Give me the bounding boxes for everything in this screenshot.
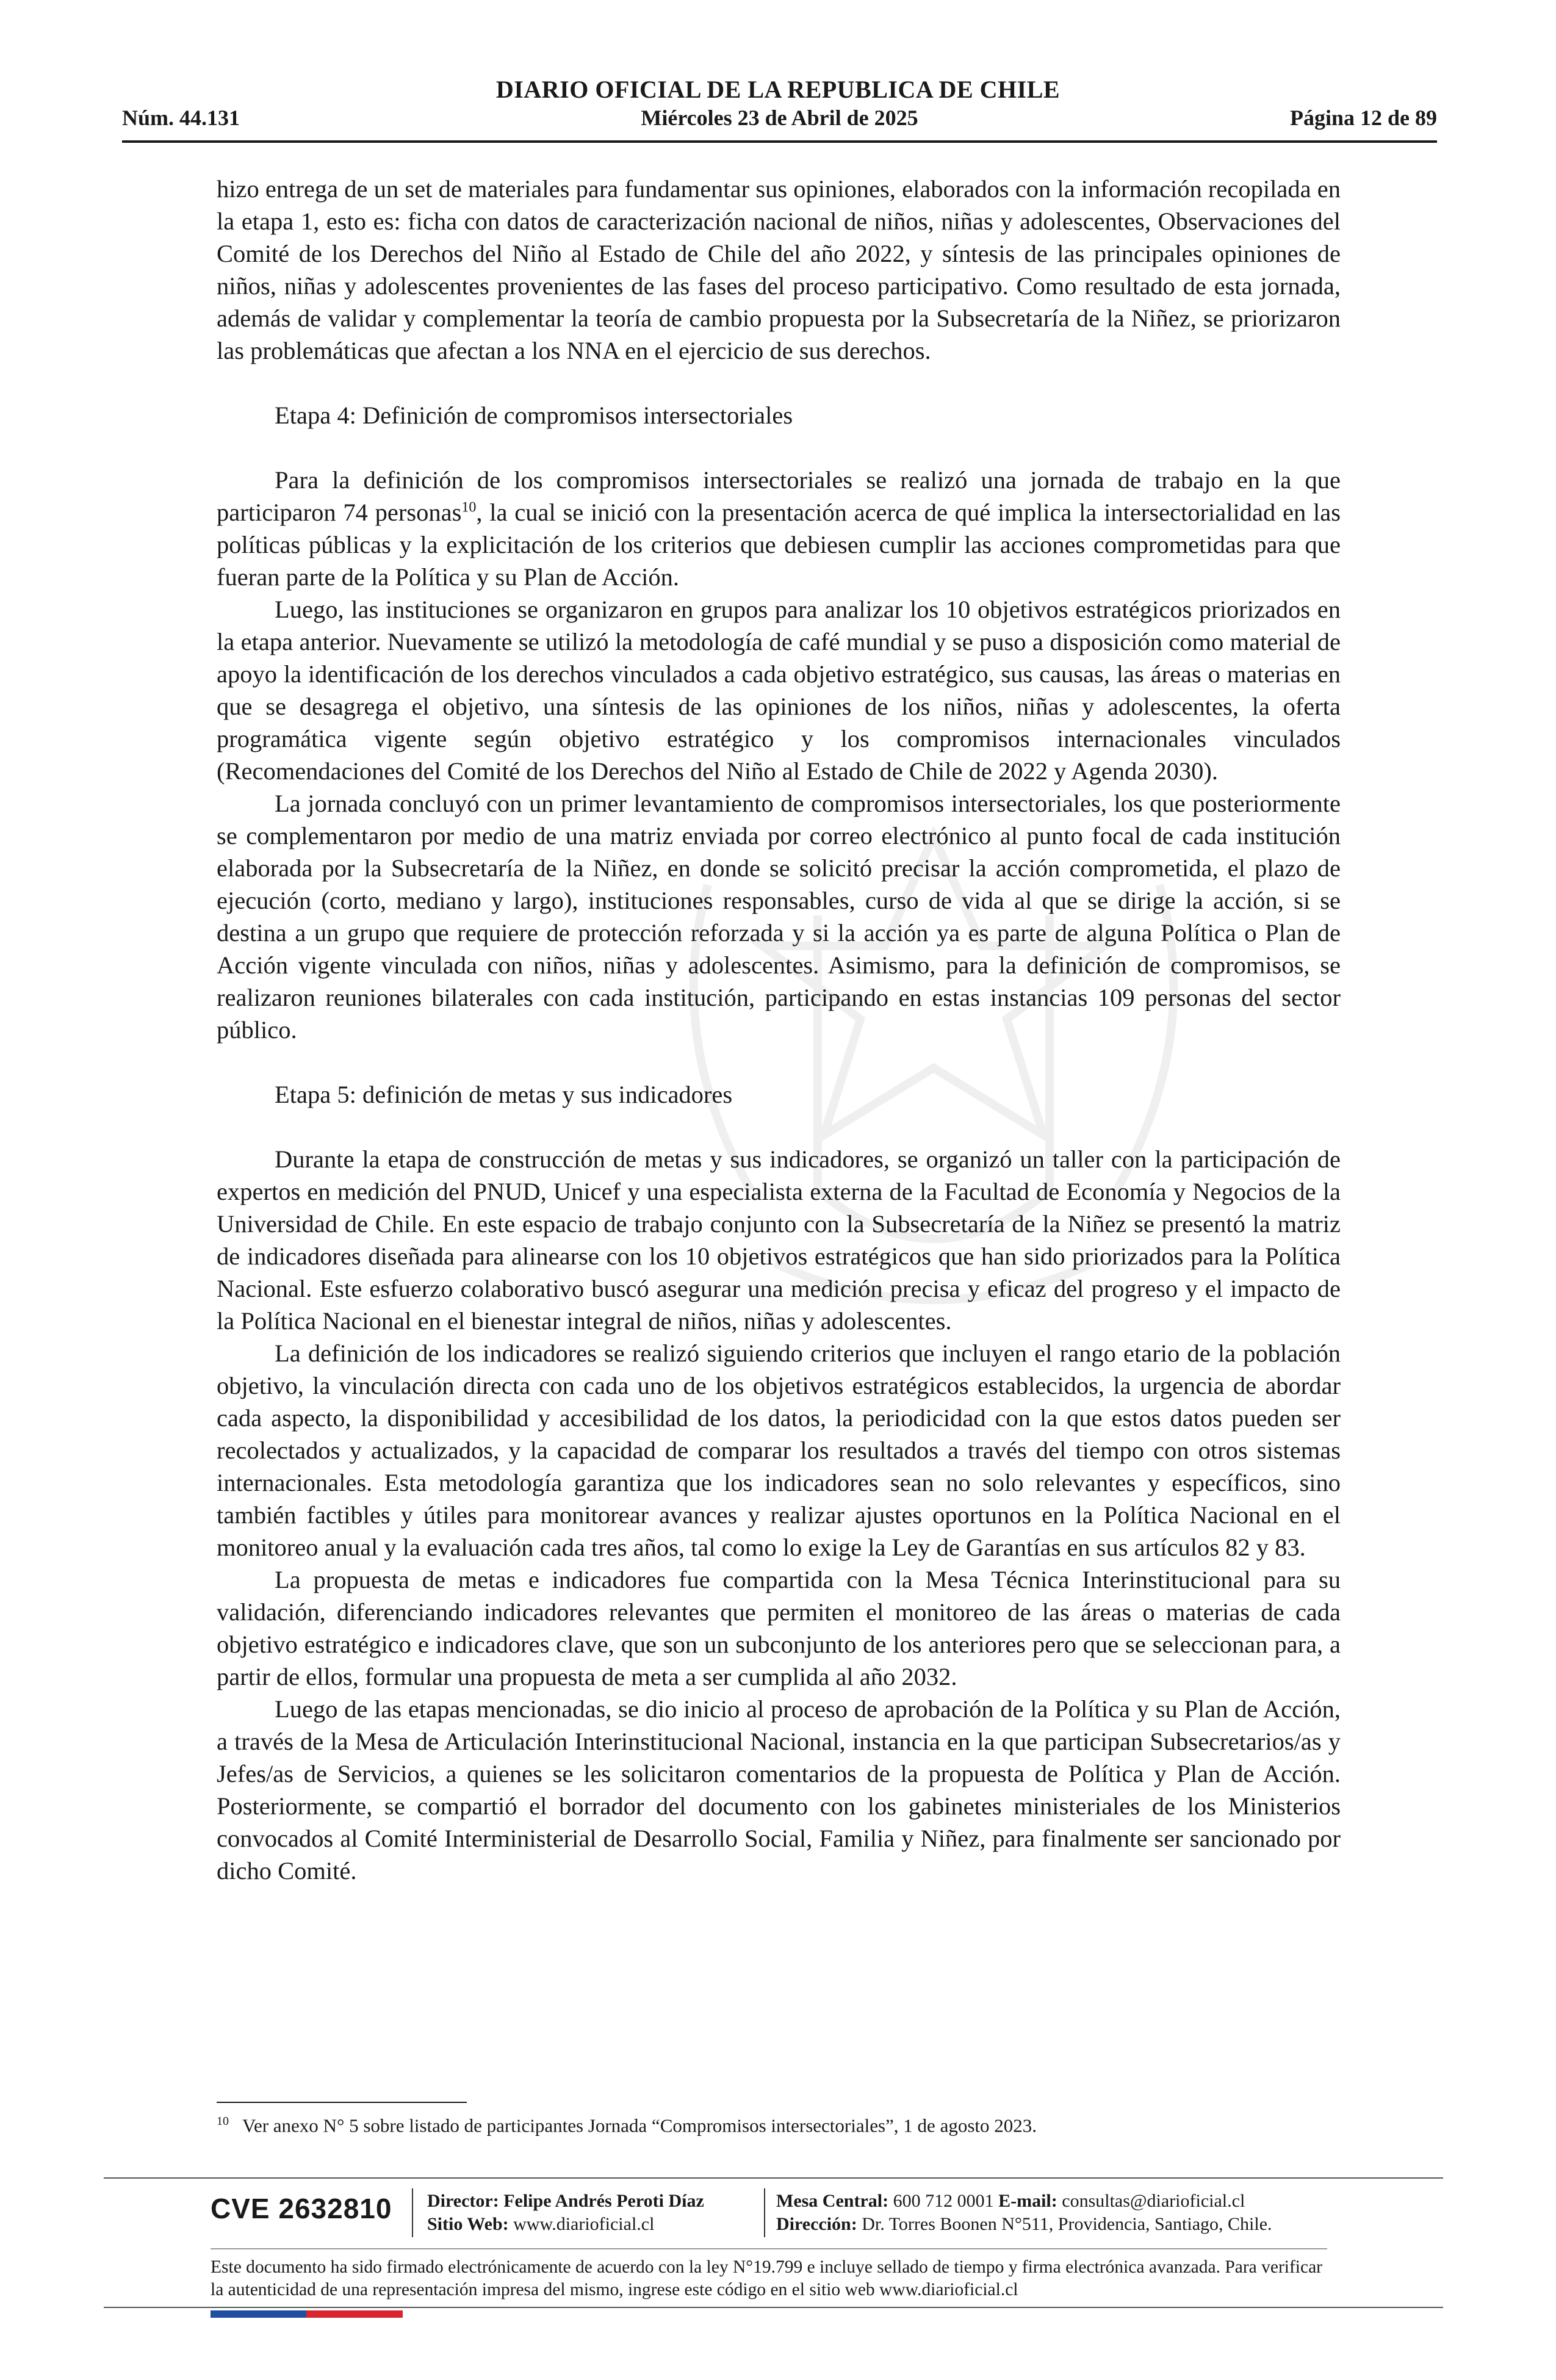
footer-top-rule [104, 2177, 1443, 2179]
stage-4-heading: Etapa 4: Definición de compromisos intersectoriales [275, 402, 793, 429]
header-rule [122, 140, 1437, 143]
header-row [122, 105, 1437, 135]
flag-red-segment [306, 2310, 403, 2318]
footnote-rule [217, 2102, 467, 2103]
mesa-phone: 600 712 0001 [893, 2191, 994, 2211]
footnote-text: Ver anexo N° 5 sobre listado de participantes Jornada “Compromisos intersectoriales”, 1 de agosto 2023. [242, 2115, 1037, 2137]
email-link[interactable]: consultas@diarioficial.cl [1062, 2191, 1245, 2211]
document-body [217, 173, 1341, 1887]
director-label: Director: [427, 2191, 499, 2211]
paragraph-2-part-b: , la cual se inició con la presentación acerca de qué implica la intersectorialidad en las políticas públicas y la explicitación de los criterios que debiesen cumplir las acciones comprometidas para que fueran parte de la Política y su Plan de Acción. [217, 499, 1341, 591]
gazette-title: DIARIO OFICIAL DE LA REPUBLICA DE CHILE [495, 76, 1061, 103]
address-label: Dirección: [776, 2214, 857, 2234]
footer-inner-rule [211, 2248, 1327, 2249]
stage-5-heading: Etapa 5: definición de metas y sus indicadores [275, 1081, 733, 1108]
address-value: Dr. Torres Boonen N°511, Providencia, Santiago, Chile. [862, 2214, 1272, 2234]
paragraph-8: Luego de las etapas mencionadas, se dio inicio al proceso de aprobación de la Política y su Plan de Acción, a través de la Mesa de Articulación Interinstitucional Nacional, instancia en la que participan Subsecretarios/as y Jefes/as de Servicios, a quienes se les solicitaron comentarios de la propuesta de Política y Plan de Acción. Posteriormente, se compartió el borrador del documento con los gabinetes ministeriales de los Ministerios convocados al Comité Interministerial de Desarrollo Social, Familia y Niñez, para finalmente ser sancionado por dicho Comité. [217, 1695, 1341, 1884]
legal-notice: Este documento ha sido firmado electrónicamente de acuerdo con la ley N°19.799 e incluye sellado de tiempo y firma electrónica avanzada. Para verificar la autenticidad de una representación impresa del mismo, ingrese este código en el sitio web www.diarioficial.cl [211, 2257, 1322, 2299]
footer-bottom-rule [104, 2307, 1443, 2308]
paragraph-2 [217, 464, 1341, 593]
footer-separator [764, 2188, 765, 2237]
paragraph-6: La definición de los indicadores se realizó siguiendo criterios que incluyen el rango etario de la población objetivo, la vinculación directa con cada uno de los objetivos estratégicos establecidos, la urgencia de abordar cada aspecto, la disponibilidad y accesibilidad de los datos, la periodicidad con la que estos datos pueden ser recolectados y actualizados, y la capacidad de comparar los resultados a través del tiempo con otros sistemas internacionales. Esta metodología garantiza que los indicadores sean no solo relevantes y específicos, sino también factibles y útiles para monitorear avances y realizar ajustes oportunos en la Política Nacional en el monitoreo anual y la evaluación cada tres años, tal como lo exige la Ley de Garantías en sus artículos 82 y 83. [217, 1340, 1341, 1561]
footer-contact-block [776, 2190, 1272, 2236]
paragraph-1: hizo entrega de un set de materiales para fundamentar sus opiniones, elaborados con la información recopilada en la etapa 1, esto es: ficha con datos de caracterización nacional de niños, niñas y adolescentes, Observaciones del Comité de los Derechos del Niño al Estado de Chile del año 2022, y síntesis de las principales opiniones de niños, niñas y adolescentes provenientes de las fases del proceso participativo. Como resultado de esta jornada, además de validar y complementar la teoría de cambio propuesta por la Subsecretaría de la Niñez, se priorizaron las problemáticas que afectan a los NNA en el ejercicio de sus derechos. [217, 175, 1341, 364]
page-number: Página 12 de 89 [1289, 106, 1437, 130]
issue-number: Núm. 44.131 [122, 106, 240, 130]
paragraph-4: La jornada concluyó con un primer levantamiento de compromisos intersectoriales, los que posteriormente se complementaron por medio de una matriz enviada por correo electrónico al punto focal de cada institución elaborada por la Subsecretaría de la Niñez, en donde se solicitó precisar la acción comprometida, el plazo de ejecución (corto, mediano y largo), instituciones responsables, curso de vida al que se dirige la acción, si se destina a un grupo que requiere de protección reforzada y si la acción ya es parte de alguna Política o Plan de Acción vigente vinculada con niños, niñas y adolescentes. Asimismo, para la definición de compromisos, se realizaron reuniones bilaterales con cada institución, participando en estas instancias 109 personas del sector público. [217, 790, 1341, 1044]
mesa-label: Mesa Central: [776, 2191, 889, 2211]
footer-separator [412, 2188, 413, 2237]
paragraph-2-part-a: Para la definición de los compromisos intersectoriales se realizó una jornada de trabajo en la que participaron 74 personas [217, 466, 1341, 526]
director-name: Felipe Andrés Peroti Díaz [503, 2191, 704, 2211]
paragraph-3: Luego, las instituciones se organizaron en grupos para analizar los 10 objetivos estratégicos priorizados en la etapa anterior. Nuevamente se utilizó la metodología de café mundial y se puso a disposición como material de apoyo la identificación de los derechos vinculados a cada objetivo estratégico, sus causas, las áreas o materias en que se desagrega el objetivo, una síntesis de las opiniones de los niños, niñas y adolescentes, la oferta programática vigente según objetivo estratégico y los compromisos internacionales vinculados (Recomendaciones del Comité de los Derechos del Niño al Estado de Chile de 2022 y Agenda 2030). [217, 596, 1341, 785]
flag-blue-segment [211, 2310, 306, 2318]
footer-director-block [427, 2190, 704, 2236]
footnote-10 [217, 2109, 1341, 2138]
cve-code: CVE 2632810 [211, 2193, 392, 2224]
paragraph-5: Durante la etapa de construcción de metas y sus indicadores, se organizó un taller con la participación de expertos en medición del PNUD, Unicef y una especialista externa de la Facultad de Economía y Negocios de la Universidad de Chile. En este espacio de trabajo conjunto con la Subsecretaría de la Niñez se presentó la matriz de indicadores diseñada para alinearse con los 10 objetivos estratégicos que han sido priorizados para la Política Nacional. Este esfuerzo colaborativo buscó asegurar una medición precisa y eficaz del progreso y el impacto de la Política Nacional en el bienestar integral de niños, niñas y adolescentes. [217, 1145, 1341, 1335]
paragraph-7: La propuesta de metas e indicadores fue compartida con la Mesa Técnica Interinstitucional para su validación, diferenciando indicadores relevantes que permiten el monitoreo de las áreas o materias de cada objetivo estratégico e indicadores clave, que son un subconjunto de los anteriores pero que se seleccionan para, a partir de ellos, formular una propuesta de meta a ser cumplida al año 2032. [217, 1566, 1341, 1690]
footnote-ref-10[interactable]: 10 [461, 499, 477, 516]
issue-date: Miércoles 23 de Abril de 2025 [641, 106, 918, 130]
email-label: E-mail: [998, 2191, 1057, 2211]
flag-stripe [211, 2310, 403, 2318]
footnote-mark: 10 [217, 2115, 229, 2128]
website-label: Sitio Web: [427, 2214, 509, 2234]
website-link[interactable]: www.diarioficial.cl [513, 2214, 655, 2234]
